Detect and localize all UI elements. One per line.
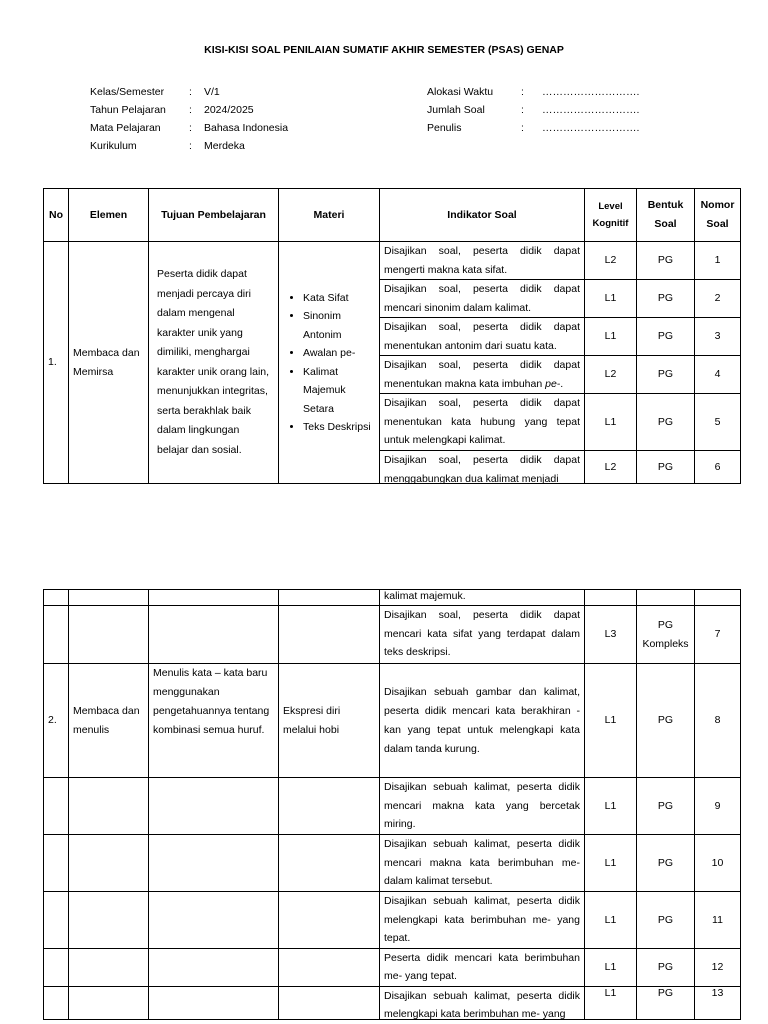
- list-item: • Teks Deskripsi: [303, 418, 375, 437]
- cell-level: L1: [585, 948, 637, 986]
- cell-nomor: 12: [695, 948, 741, 986]
- cell-indikator: Disajikan sebuah kalimat, peserta didik mencari makna kata berimbuhan me- dalam kalimat tersebut.: [380, 835, 585, 892]
- table-row: [44, 590, 741, 606]
- header-level: Level Kognitif: [585, 189, 637, 242]
- kisi-kisi-table-page-2: [43, 589, 741, 1020]
- cell-elemen: Membaca dan Memirsa: [69, 242, 149, 484]
- table-row: [44, 835, 741, 892]
- table-row: [44, 986, 741, 1019]
- cell-level: L1: [585, 280, 637, 318]
- cell-bentuk: PG: [637, 986, 695, 1019]
- cell-level: L3: [585, 606, 637, 664]
- table-row: [44, 664, 741, 778]
- cell-bentuk: PG: [637, 948, 695, 986]
- cell-bentuk: PG: [637, 318, 695, 356]
- cell-level: L2: [585, 451, 637, 484]
- cell-level: L1: [585, 394, 637, 451]
- info-label: Mata Pelajaran: [90, 122, 161, 134]
- cell-level: L1: [585, 778, 637, 835]
- cell-level: L1: [585, 664, 637, 778]
- cell-nomor: 9: [695, 778, 741, 835]
- info-separator: :: [189, 122, 192, 134]
- info-label: Alokasi Waktu: [427, 86, 494, 98]
- info-label: Kelas/Semester: [90, 86, 165, 98]
- info-value: Bahasa Indonesia: [204, 122, 289, 134]
- cell-indikator: Disajikan soal, peserta didik dapat mencari kata sifat yang terdapat dalam teks deskripsi.: [380, 606, 585, 664]
- cell-no: 2.: [44, 664, 69, 778]
- cell-indikator: Disajikan sebuah kalimat, peserta didik mencari makna kata yang bercetak miring.: [380, 778, 585, 835]
- kisi-kisi-table-page-1: [43, 188, 741, 484]
- cell-level: L1: [585, 835, 637, 892]
- cell-bentuk: PG: [637, 664, 695, 778]
- info-value: ……………………….: [542, 86, 640, 98]
- header-bentuk: Bentuk Soal: [637, 189, 695, 242]
- list-item: • Awalan pe-: [303, 344, 375, 363]
- cell-bentuk: PG: [637, 394, 695, 451]
- cell-indikator: Disajikan soal, peserta didik dapat menentukan kata hubung yang tepat untuk melengkapi kalimat.: [380, 394, 585, 451]
- cell-indikator: Disajikan soal, peserta didik dapat menentukan antonim dari suatu kata.: [380, 318, 585, 356]
- cell-indikator: Disajikan sebuah kalimat, peserta didik melengkapi kata berimbuhan me- yang tepat.: [380, 892, 585, 949]
- table-row: [44, 892, 741, 949]
- cell-bentuk: PG: [637, 356, 695, 394]
- info-separator: :: [189, 86, 192, 98]
- cell-level: L2: [585, 242, 637, 280]
- info-value: ……………………….: [542, 104, 640, 116]
- document-title: KISI-KISI SOAL PENILAIAN SUMATIF AKHIR SEMESTER (PSAS) GENAP: [204, 44, 564, 56]
- info-separator: :: [521, 86, 524, 98]
- table-row: [44, 606, 741, 664]
- cell-materi: Ekspresi diri melalui hobi: [279, 664, 380, 778]
- cell-indikator: Disajikan soal, peserta didik dapat mengerti makna kata sifat.: [380, 242, 585, 280]
- header-tujuan: Tujuan Pembelajaran: [149, 189, 279, 242]
- cell-level: L1: [585, 892, 637, 949]
- cell-nomor: 2: [695, 280, 741, 318]
- table-row: [44, 778, 741, 835]
- cell-nomor: 5: [695, 394, 741, 451]
- cell-tujuan: Peserta didik dapat menjadi percaya diri dalam mengenal karakter unik yang dimiliki, menghargai karakter unik orang lain, menunjukkan integritas, serta berakhlak baik dalam lingkungan belajar dan sosial.: [149, 242, 279, 484]
- cell-level: L2: [585, 356, 637, 394]
- cell-nomor: 4: [695, 356, 741, 394]
- table-header-row: [44, 189, 741, 242]
- cell-nomor: 10: [695, 835, 741, 892]
- cell-indikator: Disajikan sebuah kalimat, peserta didik melengkapi kata berimbuhan me- yang: [380, 986, 585, 1019]
- info-value: 2024/2025: [204, 104, 254, 116]
- cell-indikator: Disajikan soal, peserta didik dapat menentukan makna kata imbuhan pe-.: [380, 356, 585, 394]
- cell-bentuk: PG: [637, 892, 695, 949]
- table-row: [44, 242, 741, 280]
- info-value: V/1: [204, 86, 220, 98]
- info-separator: :: [189, 140, 192, 152]
- cell-bentuk: PG: [637, 778, 695, 835]
- header-indikator: Indikator Soal: [380, 189, 585, 242]
- cell-indikator: Disajikan sebuah gambar dan kalimat, peserta didik mencari kata berakhiran -kan yang tepat untuk melengkapi kata dalam tanda kurung.: [380, 664, 585, 778]
- info-label: Jumlah Soal: [427, 104, 485, 116]
- cell-bentuk: PG Kompleks: [637, 606, 695, 664]
- cell-level: L1: [585, 986, 637, 1019]
- header-no: No: [44, 189, 69, 242]
- header-elemen: Elemen: [69, 189, 149, 242]
- list-item: • Kata Sifat: [303, 289, 375, 308]
- cell-bentuk: PG: [637, 835, 695, 892]
- cell-bentuk: PG: [637, 280, 695, 318]
- cell-bentuk: PG: [637, 242, 695, 280]
- info-label: Kurikulum: [90, 140, 137, 152]
- cell-nomor: 13: [695, 986, 741, 1019]
- cell-nomor: 3: [695, 318, 741, 356]
- cell-nomor: 8: [695, 664, 741, 778]
- list-item: • Sinonim Antonim: [303, 307, 375, 344]
- cell-indikator: Disajikan soal, peserta didik dapat mencari sinonim dalam kalimat.: [380, 280, 585, 318]
- info-separator: :: [521, 122, 524, 134]
- cell-nomor: 11: [695, 892, 741, 949]
- cell-elemen: Membaca dan menulis: [69, 664, 149, 778]
- cell-indikator: Peserta didik mencari kata berimbuhan me- yang tepat.: [380, 948, 585, 986]
- cell-nomor: 7: [695, 606, 741, 664]
- info-separator: :: [521, 104, 524, 116]
- header-nomor: Nomor Soal: [695, 189, 741, 242]
- cell-level: L1: [585, 318, 637, 356]
- cell-tujuan: Menulis kata – kata baru menggunakan pengetahuannya tentang kombinasi semua huruf.: [149, 664, 279, 778]
- header-materi: Materi: [279, 189, 380, 242]
- cell-no: 1.: [44, 242, 69, 484]
- info-label: Tahun Pelajaran: [90, 104, 166, 116]
- cell-bentuk: PG: [637, 451, 695, 484]
- list-item: • Kalimat Majemuk Setara: [303, 363, 375, 419]
- cell-indikator: kalimat majemuk.: [380, 590, 585, 606]
- table-row: [44, 948, 741, 986]
- info-label: Penulis: [427, 122, 462, 134]
- cell-materi: [279, 242, 380, 484]
- info-value: ……………………….: [542, 122, 640, 134]
- materi-list: [283, 289, 375, 437]
- cell-nomor: 6: [695, 451, 741, 484]
- info-separator: :: [189, 104, 192, 116]
- cell-indikator: Disajikan soal, peserta didik dapat menggabungkan dua kalimat menjadi: [380, 451, 585, 484]
- info-value: Merdeka: [204, 140, 245, 152]
- cell-nomor: 1: [695, 242, 741, 280]
